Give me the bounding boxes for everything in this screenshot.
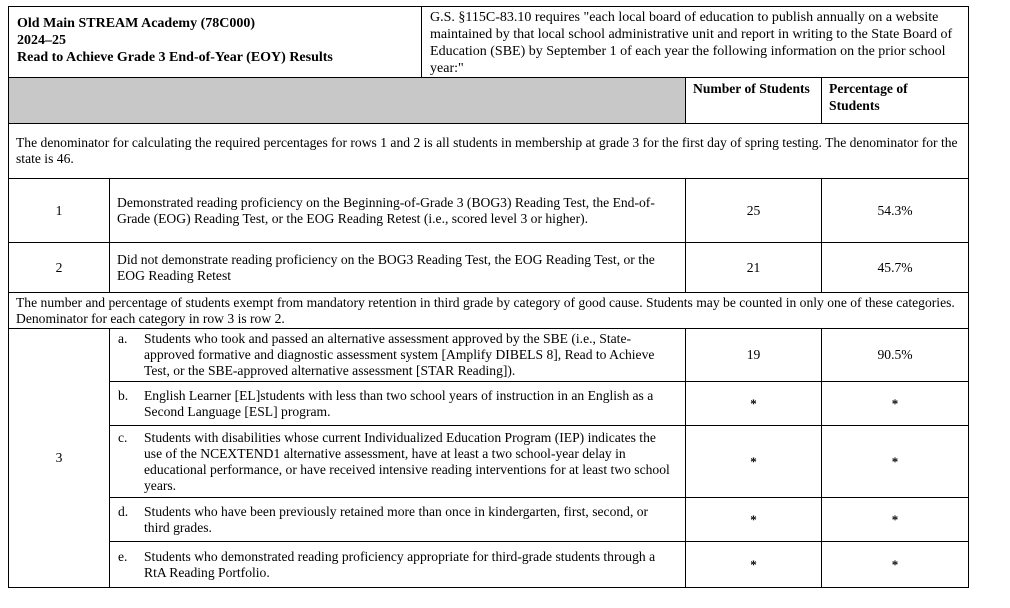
table-row xyxy=(9,243,969,293)
row-number: 1 xyxy=(9,179,110,243)
category-text: Students who demonstrated reading proficiency appropriate for third-grade students through a RtA Reading Portfolio. xyxy=(144,548,656,580)
category-letter: e. xyxy=(118,548,128,564)
row-percent: * xyxy=(822,542,969,588)
row-percent: 45.7% xyxy=(822,243,969,293)
number-of-students-header: Number of Students xyxy=(686,78,822,124)
row-percent: 54.3% xyxy=(822,179,969,243)
category-c xyxy=(110,426,686,498)
table-row xyxy=(9,179,969,243)
category-a xyxy=(110,329,686,382)
category-letter: a. xyxy=(118,331,128,346)
category-letter: b. xyxy=(118,387,129,403)
school-year: 2024–25 xyxy=(17,33,66,48)
category-text: English Learner [EL]students with less than two school years of instruction in an English as a Second Language [ESL] program. xyxy=(144,387,654,419)
row-count: 25 xyxy=(686,179,822,243)
row-count: * xyxy=(686,498,822,542)
table-row xyxy=(9,498,969,542)
category-e xyxy=(110,542,686,588)
table-row xyxy=(9,329,969,382)
column-header-row xyxy=(9,78,969,124)
statute-text: G.S. §115C-83.10 requires "each local board of education to publish annually on a website maintained by that local school administrative unit and report in writing to the State Board of Education (SBE) by September 1 of each year the following information on the prior school year:" xyxy=(422,7,969,78)
row-count: 19 xyxy=(686,329,822,382)
category-text: Students who have been previously retained more than once in kindergarten, first, second, or third grades. xyxy=(144,503,649,535)
category-letter: d. xyxy=(118,503,129,519)
table-row xyxy=(9,542,969,588)
table-row xyxy=(9,382,969,426)
exempt-note: The number and percentage of students exempt from mandatory retention in third grade by category of good cause. Students may be counted in only one of these categories. Denominator for each category in row 3 is row 2. xyxy=(9,293,969,329)
row-count: 21 xyxy=(686,243,822,293)
row-percent: * xyxy=(822,382,969,426)
gray-header-cell xyxy=(9,78,686,124)
category-text: Students with disabilities whose current Individualized Education Program (IEP) indicates the use of the NCEXTEND1 alternative assessment, have at least a two school-year delay in educational performance, or have received intensive reading interventions for at least two school years. xyxy=(144,429,670,493)
report-title: Read to Achieve Grade 3 End-of-Year (EOY) Results xyxy=(17,50,333,65)
header-row xyxy=(9,7,969,78)
row-percent: * xyxy=(822,498,969,542)
results-table xyxy=(8,6,969,588)
row-percent: 90.5% xyxy=(822,329,969,382)
report-header xyxy=(9,7,422,78)
percentage-of-students-header: Percentage of Students xyxy=(822,78,969,124)
report-page xyxy=(8,6,968,588)
school-name: Old Main STREAM Academy (78C000) xyxy=(17,16,255,31)
row-count: * xyxy=(686,426,822,498)
row-count: * xyxy=(686,382,822,426)
row-number: 3 xyxy=(9,329,110,588)
denominator-note: The denominator for calculating the required percentages for rows 1 and 2 is all students in membership at grade 3 for the first day of spring testing. The denominator for the state is 46. xyxy=(9,124,969,179)
row-description: Did not demonstrate reading proficiency on the BOG3 Reading Test, the EOG Reading Test, or the EOG Reading Retest xyxy=(110,243,686,293)
exempt-row xyxy=(9,293,969,329)
row-percent: * xyxy=(822,426,969,498)
category-b xyxy=(110,382,686,426)
row-description: Demonstrated reading proficiency on the Beginning-of-Grade 3 (BOG3) Reading Test, the End-of-Grade (EOG) Reading Test, or the EOG Reading Retest (i.e., scored level 3 or higher). xyxy=(110,179,686,243)
category-d xyxy=(110,498,686,542)
category-letter: c. xyxy=(118,429,128,445)
category-text: Students who took and passed an alternative assessment approved by the SBE (i.e., State-approved formative and diagnostic assessment system [Amplify DIBELS 8], Read to Achieve Test, or the SBE-approved alternative assessment [STAR Reading]). xyxy=(144,331,655,378)
denominator-row xyxy=(9,124,969,179)
row-number: 2 xyxy=(9,243,110,293)
row-count: * xyxy=(686,542,822,588)
table-row xyxy=(9,426,969,498)
